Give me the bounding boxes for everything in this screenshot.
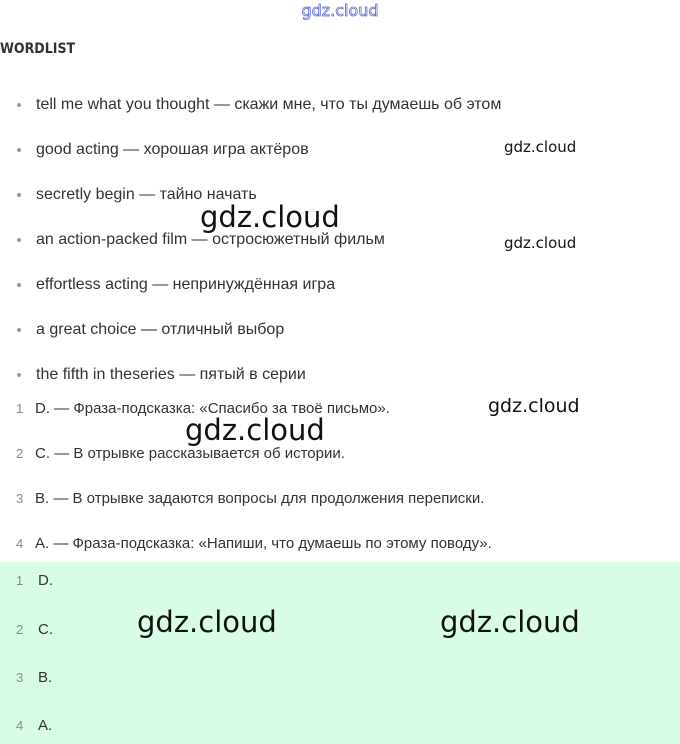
short-answer-text: A. [38, 717, 53, 734]
short-answer-number: 2 [16, 622, 24, 637]
wordlist-entry: good acting — хорошая игра актёров [36, 141, 309, 158]
short-answer-number: 3 [16, 670, 24, 685]
answer-text: D. — Фраза-подсказка: «Спасибо за твоё письмо». [35, 400, 390, 417]
short-answer-text: D. [38, 572, 53, 589]
wordlist-entry: effortless acting — непринуждённая игра [36, 276, 336, 293]
short-answer-row [0, 567, 200, 595]
short-answer-text: C. [38, 621, 53, 638]
bullet-icon [17, 103, 21, 107]
wordlist-heading: WORDLIST [0, 41, 76, 57]
wordlist-entry: a great choice — отличный выбор [36, 321, 285, 338]
short-answer-number: 4 [16, 718, 24, 733]
bullet-icon [17, 238, 21, 242]
answer-text: A. — Фраза-подсказка: «Напиши, что думаешь по этому поводу». [35, 535, 492, 552]
bullet-icon [17, 373, 21, 377]
bullet-icon [17, 283, 21, 287]
watermark: gdz.cloud [440, 605, 580, 639]
bullet-icon [17, 193, 21, 197]
wordlist-entry: secretly begin — тайно начать [36, 186, 257, 203]
watermark: gdz.cloud [504, 138, 577, 156]
watermark: gdz.cloud [185, 413, 325, 447]
answer-text: C. — В отрывке рассказывается об истории. [35, 445, 345, 462]
answer-number: 3 [16, 491, 24, 506]
wordlist-entry: the fifth in theseries — пятый в серии [36, 366, 306, 383]
wordlist-entry: an action-packed film — остросюжетный фильм [36, 231, 385, 248]
answer-number: 1 [16, 401, 24, 416]
short-answer-row [0, 712, 200, 740]
answer-number: 2 [16, 446, 24, 461]
bullet-icon [17, 148, 21, 152]
bullet-icon [17, 328, 21, 332]
short-answer-panel [0, 562, 680, 744]
answer-number: 4 [16, 536, 24, 551]
short-answer-number: 1 [16, 573, 24, 588]
answer-text: B. — В отрывке задаются вопросы для продолжения переписки. [35, 490, 485, 507]
short-answer-text: B. [38, 669, 53, 686]
watermark: gdz.cloud [504, 234, 577, 252]
watermark: gdz.cloud [488, 395, 580, 417]
watermark: gdz.cloud [200, 200, 340, 234]
watermark: gdz.cloud [137, 605, 277, 639]
short-answer-row [0, 664, 200, 692]
top-watermark: gdz.cloud [301, 1, 379, 20]
wordlist-entry: tell me what you thought — скажи мне, что ты думаешь об этом [36, 96, 502, 113]
